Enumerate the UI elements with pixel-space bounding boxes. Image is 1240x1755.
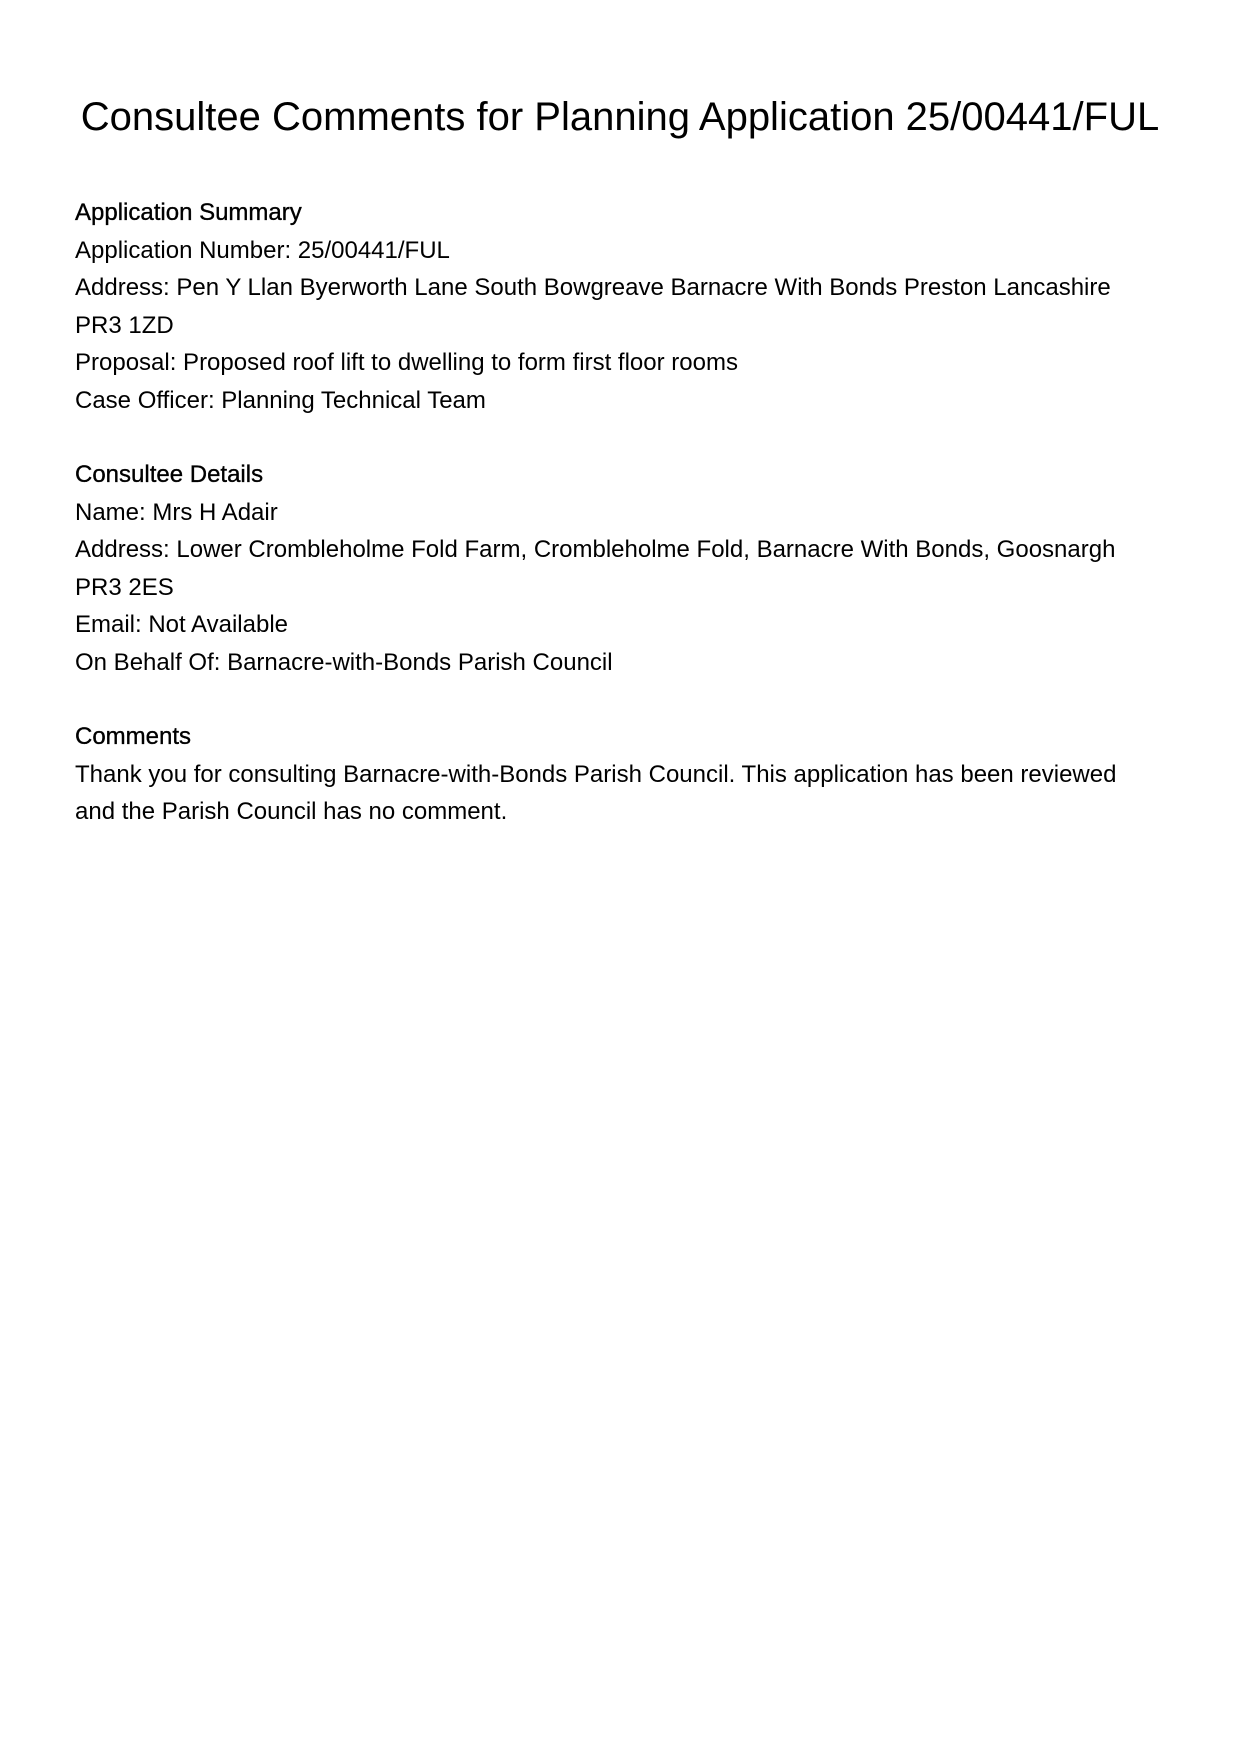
application-number: Application Number: 25/00441/FUL <box>75 236 450 264</box>
application-summary-section <box>75 194 1165 419</box>
application-address-line-2: PR3 1ZD <box>75 311 174 339</box>
proposal: Proposal: Proposed roof lift to dwelling to form first floor rooms <box>75 349 738 376</box>
consultee-details-section <box>75 456 1165 681</box>
consultee-address-line-1: Address: Lower Crombleholme Fold Farm, Crombleholme Fold, Barnacre With Bonds, Goosnargh <box>75 536 1116 563</box>
comments-heading: Comments <box>75 723 192 750</box>
page-title: Consultee Comments for Planning Application 25/00441/FUL <box>80 95 1160 139</box>
case-officer: Case Officer: Planning Technical Team <box>75 386 486 414</box>
on-behalf-of: On Behalf Of: Barnacre-with-Bonds Parish Council <box>75 648 613 676</box>
consultee-details-heading: Consultee Details <box>75 461 264 488</box>
comment-line-1: Thank you for consulting Barnacre-with-Bonds Parish Council. This application has been reviewed <box>75 760 1117 788</box>
comments-section <box>75 718 1165 831</box>
consultee-name: Name: Mrs H Adair <box>75 498 278 526</box>
application-address-line-1: Address: Pen Y Llan Byerworth Lane South Bowgreave Barnacre With Bonds Preston Lancashire <box>75 274 1111 301</box>
application-summary-heading: Application Summary <box>75 199 302 226</box>
consultee-address-line-2: PR3 2ES <box>75 573 174 601</box>
comment-line-2: and the Parish Council has no comment. <box>75 798 508 825</box>
consultee-email: Email: Not Available <box>75 611 288 638</box>
